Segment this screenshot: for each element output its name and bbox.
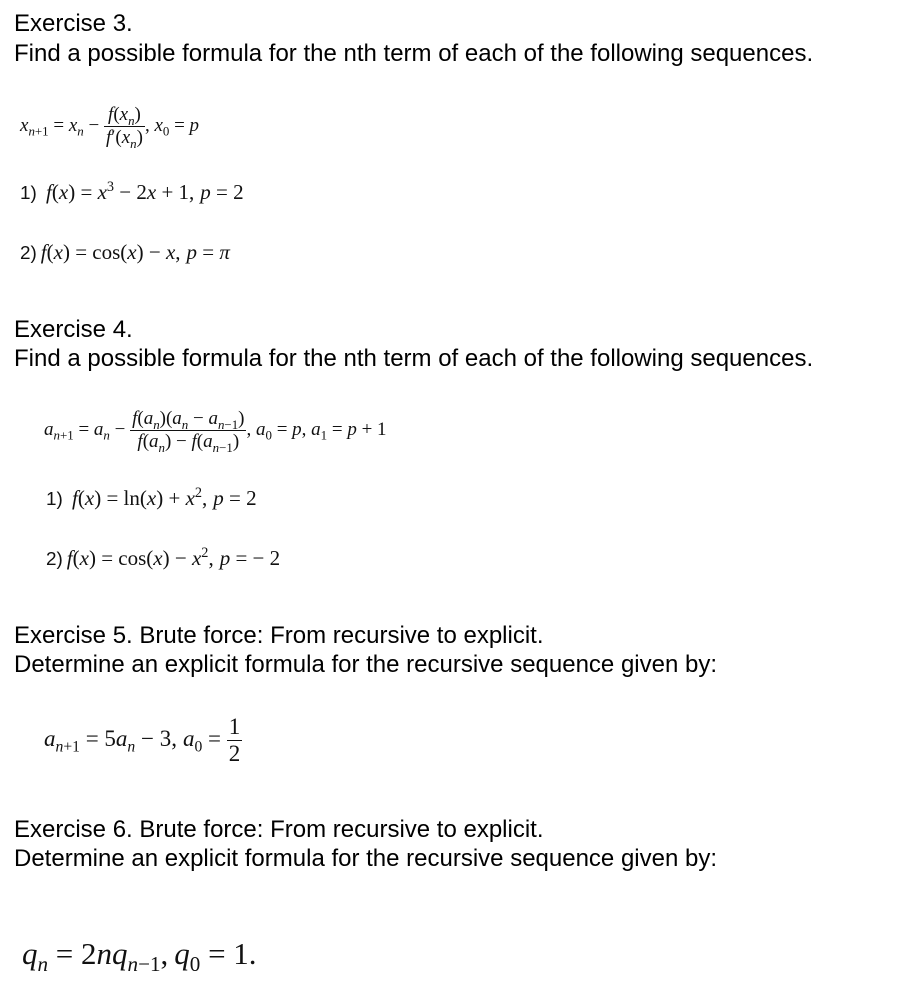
exercise-3-item-1: 1) $f(x) = x^3 - 2x + 1$, p = 2 xyxy=(20,179,244,204)
exercise-4-formula: $a_{n+1} = a_n$ − $\frac{f(a_n)(a_n - a_{n-1})}{f(a_n) - f(a_{n-1})}$ , $a_0 = p$, $a_1 = p + 1$ xyxy=(44,408,387,455)
exercise-3-item-2: 2) f(x) = cos(x) − x, p = π xyxy=(20,240,230,264)
exercise-6-formula: $q_n = 2nq_{n-1}$, $q_0 = 1$. xyxy=(22,936,257,977)
exercise-5-formula: $a_{n+1} = 5a_n - 3$, $a_0$ = $\frac{1}{2}$ xyxy=(44,714,241,766)
exercise-4-item-2: 2) $f(x) = \cos(x) - x^2$, p = − 2 xyxy=(46,545,281,570)
exercise-5-title: Exercise 5. Brute force: From recursive to explicit. xyxy=(14,622,544,649)
exercise-5-instruction: Determine an explicit formula for the recursive sequence given by: xyxy=(14,651,718,678)
exercise-6-instruction: Determine an explicit formula for the recursive sequence given by: xyxy=(14,845,718,872)
exercise-6-title: Exercise 6. Brute force: From recursive to explicit. xyxy=(14,816,544,843)
exercise-4-title: Exercise 4. xyxy=(14,316,133,343)
exercise-3-instruction: Find a possible formula for the nth term of each of the following sequences. xyxy=(14,40,814,67)
exercise-3-formula: $x_{n+1} = x_n$ − $\frac{f(x_n)}{f'(x_n)}$ , $x_0 = p$ xyxy=(20,104,200,151)
exercise-4-item-1: 1) $f(x) = \ln(x) + x^2$, p = 2 xyxy=(46,485,257,510)
exercise-4-instruction: Find a possible formula for the nth term of each of the following sequences. xyxy=(14,345,814,372)
exercise-3-title: Exercise 3. xyxy=(14,10,133,37)
